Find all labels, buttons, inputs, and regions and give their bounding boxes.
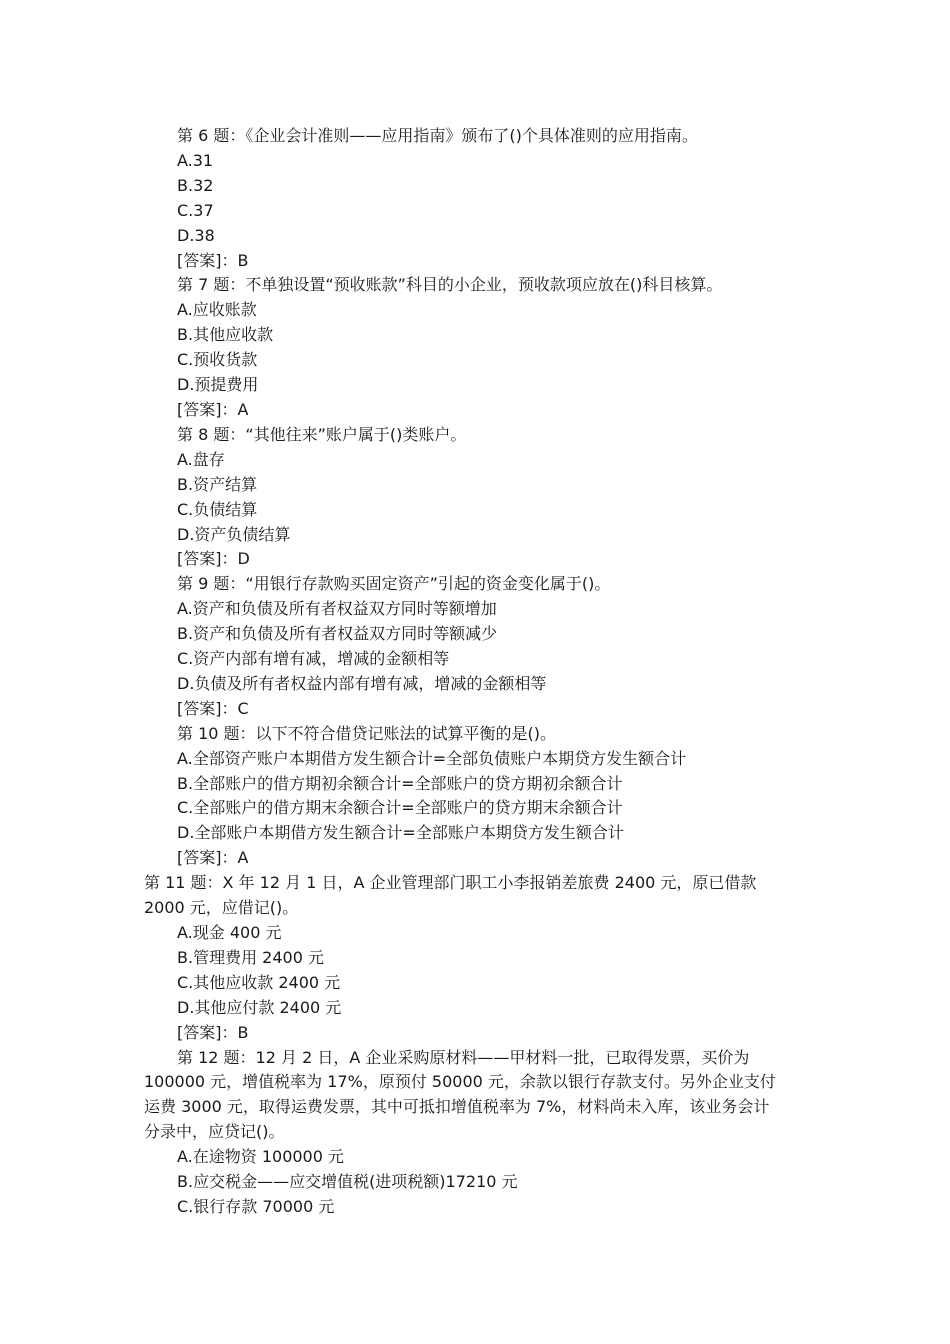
text-line: B.应交税金——应交增值税(进项税额)17210 元 <box>177 1172 518 1192</box>
text-line: A.应收账款 <box>177 300 257 320</box>
text-line: 100000 元，增值税率为 17%，原预付 50000 元，余款以银行存款支付。另外企业支付 <box>144 1072 776 1092</box>
text-line: [答案]：B <box>177 1022 249 1042</box>
text-line: D.资产负债结算 <box>177 524 291 544</box>
text-line: 运费 3000 元，取得运费发票，其中可抵扣增值税率为 7%，材料尚未入库，该业务会计 <box>144 1097 770 1117</box>
text-line: B.其他应收款 <box>177 325 274 345</box>
text-line: 第 7 题：不单独设置“预收账款”科目的小企业，预收款项应放在()科目核算。 <box>177 275 723 295</box>
text-line: C.银行存款 70000 元 <box>177 1196 335 1216</box>
text-line: 第 11 题：X 年 12 月 1 日，A 企业管理部门职工小李报销差旅费 2400 元，原已借款 <box>144 873 757 893</box>
text-line: [答案]：D <box>177 549 250 569</box>
text-line: A.盘存 <box>177 449 225 469</box>
text-line: A.现金 400 元 <box>177 923 282 942</box>
text-line: B.32 <box>177 175 214 195</box>
text-line: A.31 <box>177 150 214 170</box>
text-line: [答案]：B <box>177 250 249 270</box>
text-line: B.资产和负债及所有者权益双方同时等额减少 <box>177 624 498 644</box>
text-line: C.其他应收款 2400 元 <box>177 972 341 992</box>
text-line: 第 10 题：以下不符合借贷记账法的试算平衡的是()。 <box>177 723 557 743</box>
text-line: 2000 元，应借记()。 <box>144 898 299 918</box>
text-line: A.资产和负债及所有者权益双方同时等额增加 <box>177 599 497 619</box>
text-line: D.预提费用 <box>177 375 259 395</box>
text-line: 分录中，应贷记()。 <box>144 1122 285 1142</box>
text-line: D.其他应付款 2400 元 <box>177 997 342 1017</box>
text-line: D.全部账户本期借方发生额合计=全部账户本期贷方发生额合计 <box>177 823 624 843</box>
text-line: 第 12 题：12 月 2 日，A 企业采购原材料——甲材料一批，已取得发票，买价为 <box>177 1047 750 1067</box>
text-line: C.负债结算 <box>177 499 258 519</box>
text-line: 第 9 题：“用银行存款购买固定资产”引起的资金变化属于()。 <box>177 574 611 594</box>
text-line: C.资产内部有增有减，增减的金额相等 <box>177 649 450 669</box>
text-line: A.在途物资 100000 元 <box>177 1147 345 1167</box>
text-line: [答案]：A <box>177 399 249 419</box>
text-line: C.37 <box>177 200 214 220</box>
text-line: C.全部账户的借方期末余额合计=全部账户的贷方期末余额合计 <box>177 798 623 818</box>
text-line: B.管理费用 2400 元 <box>177 947 324 967</box>
text-line: D.负债及所有者权益内部有增有减，增减的金额相等 <box>177 673 547 693</box>
text-line: [答案]：A <box>177 848 249 868</box>
text-line: [答案]：C <box>177 698 249 718</box>
text-line: B.全部账户的借方期初余额合计=全部账户的贷方期初余额合计 <box>177 773 623 793</box>
text-line: B.资产结算 <box>177 474 258 494</box>
text-line: C.预收货款 <box>177 350 258 370</box>
text-line: A.全部资产账户本期借方发生额合计=全部负债账户本期贷方发生额合计 <box>177 748 687 768</box>
text-line: 第 6 题：《企业会计准则——应用指南》颁布了()个具体准则的应用指南。 <box>177 126 698 145</box>
text-line: D.38 <box>177 225 215 245</box>
document-body <box>144 124 814 1220</box>
text-line: 第 8 题：“其他往来”账户属于()类账户。 <box>177 424 467 444</box>
